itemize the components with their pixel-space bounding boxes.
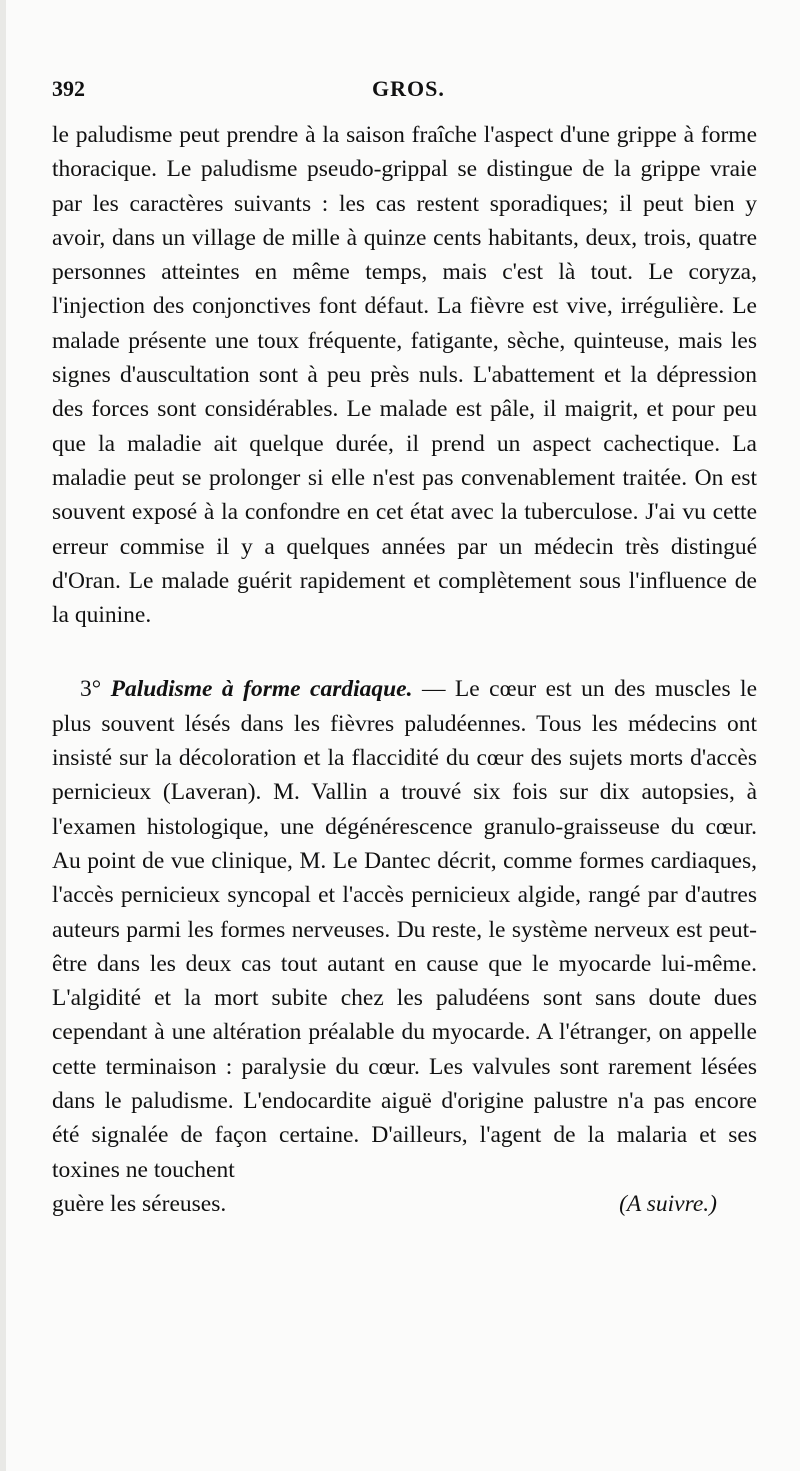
section-text: Le cœur est un des muscles le plus souvent lésés dans les fièvres paludéennes. Tous les médecins ont insisté sur la décoloration et la flaccidité du cœur des sujets morts d'accès pernicieux (Laveran). M. Vallin a trouvé six fois sur dix autopsies, à l'examen histologique, une dégénérescence granulo-graisseuse du cœur. Au point de vue clinique, M. Le Dantec décrit, comme formes cardiaques, l'accès pernicieux syncopal et l'accès pernicieux algide, rangé par d'autres auteurs parmi les formes nerveuses. Du reste, le système nerveux est peut-être dans les deux cas tout autant en cause que le myocarde lui-même. L'algidité et la mort subite chez les paludéens sont sans doute dues cependant à une altération préalable du myocarde. A l'étranger, on appelle cette terminaison : paralysie du cœur. Les valvules sont rarement lésées dans le paludisme. L'endocardite aiguë d'origine palustre n'a pas encore été signalée de façon certaine. D'ailleurs, l'agent de la malaria et ses toxines ne touchent — [52, 676, 758, 1183]
paragraph-grippe: le paludisme peut prendre à la saison fraîche l'aspect d'une grippe à forme thoracique. Le paludisme pseudo-grippal se distingue de la grippe vraie par les caractères suivants : les cas restent sporadiques; il peut bien y avoir, dans un village de mille à quinze cents habitants, deux, trois, quatre personnes atteintes en même temps, mais c'est là tout. Le coryza, l'injection des conjonctives font défaut. La fièvre est vive, irrégulière. Le malade présente une toux fréquente, fatigante, sèche, quinteuse, mais les signes d'auscultation sont à peu près nuls. L'abattement et la dépression des forces sont considérables. Le malade est pâle, il maigrit, et pour peu que la maladie ait quelque durée, il prend un aspect cachectique. La maladie peut se prolonger si elle n'est pas convenablement traitée. On est souvent exposé à la confondre en cet état avec la tuberculose. J'ai vu cette erreur commise il y a quelques années par un médecin très distingué d'Oran. Le malade guérit rapidement et complètement sous l'influence de la quinine. — [52, 122, 757, 629]
to-be-continued: (A suivre.) — [619, 1190, 717, 1217]
section-number: 3° — [80, 676, 102, 703]
page-header — [52, 76, 757, 116]
page-number: 392 — [52, 76, 85, 101]
last-line-row — [52, 1187, 757, 1221]
page-body — [52, 118, 757, 1221]
em-dash: — — [412, 676, 455, 703]
running-head: GROS. — [372, 76, 445, 101]
section-last-line: guère les séreuses. — [52, 1190, 227, 1217]
section-title: Paludisme à forme cardiaque. — [110, 676, 413, 703]
paragraph-cardiac — [52, 672, 757, 1186]
page-edge-shadow — [0, 0, 6, 1471]
